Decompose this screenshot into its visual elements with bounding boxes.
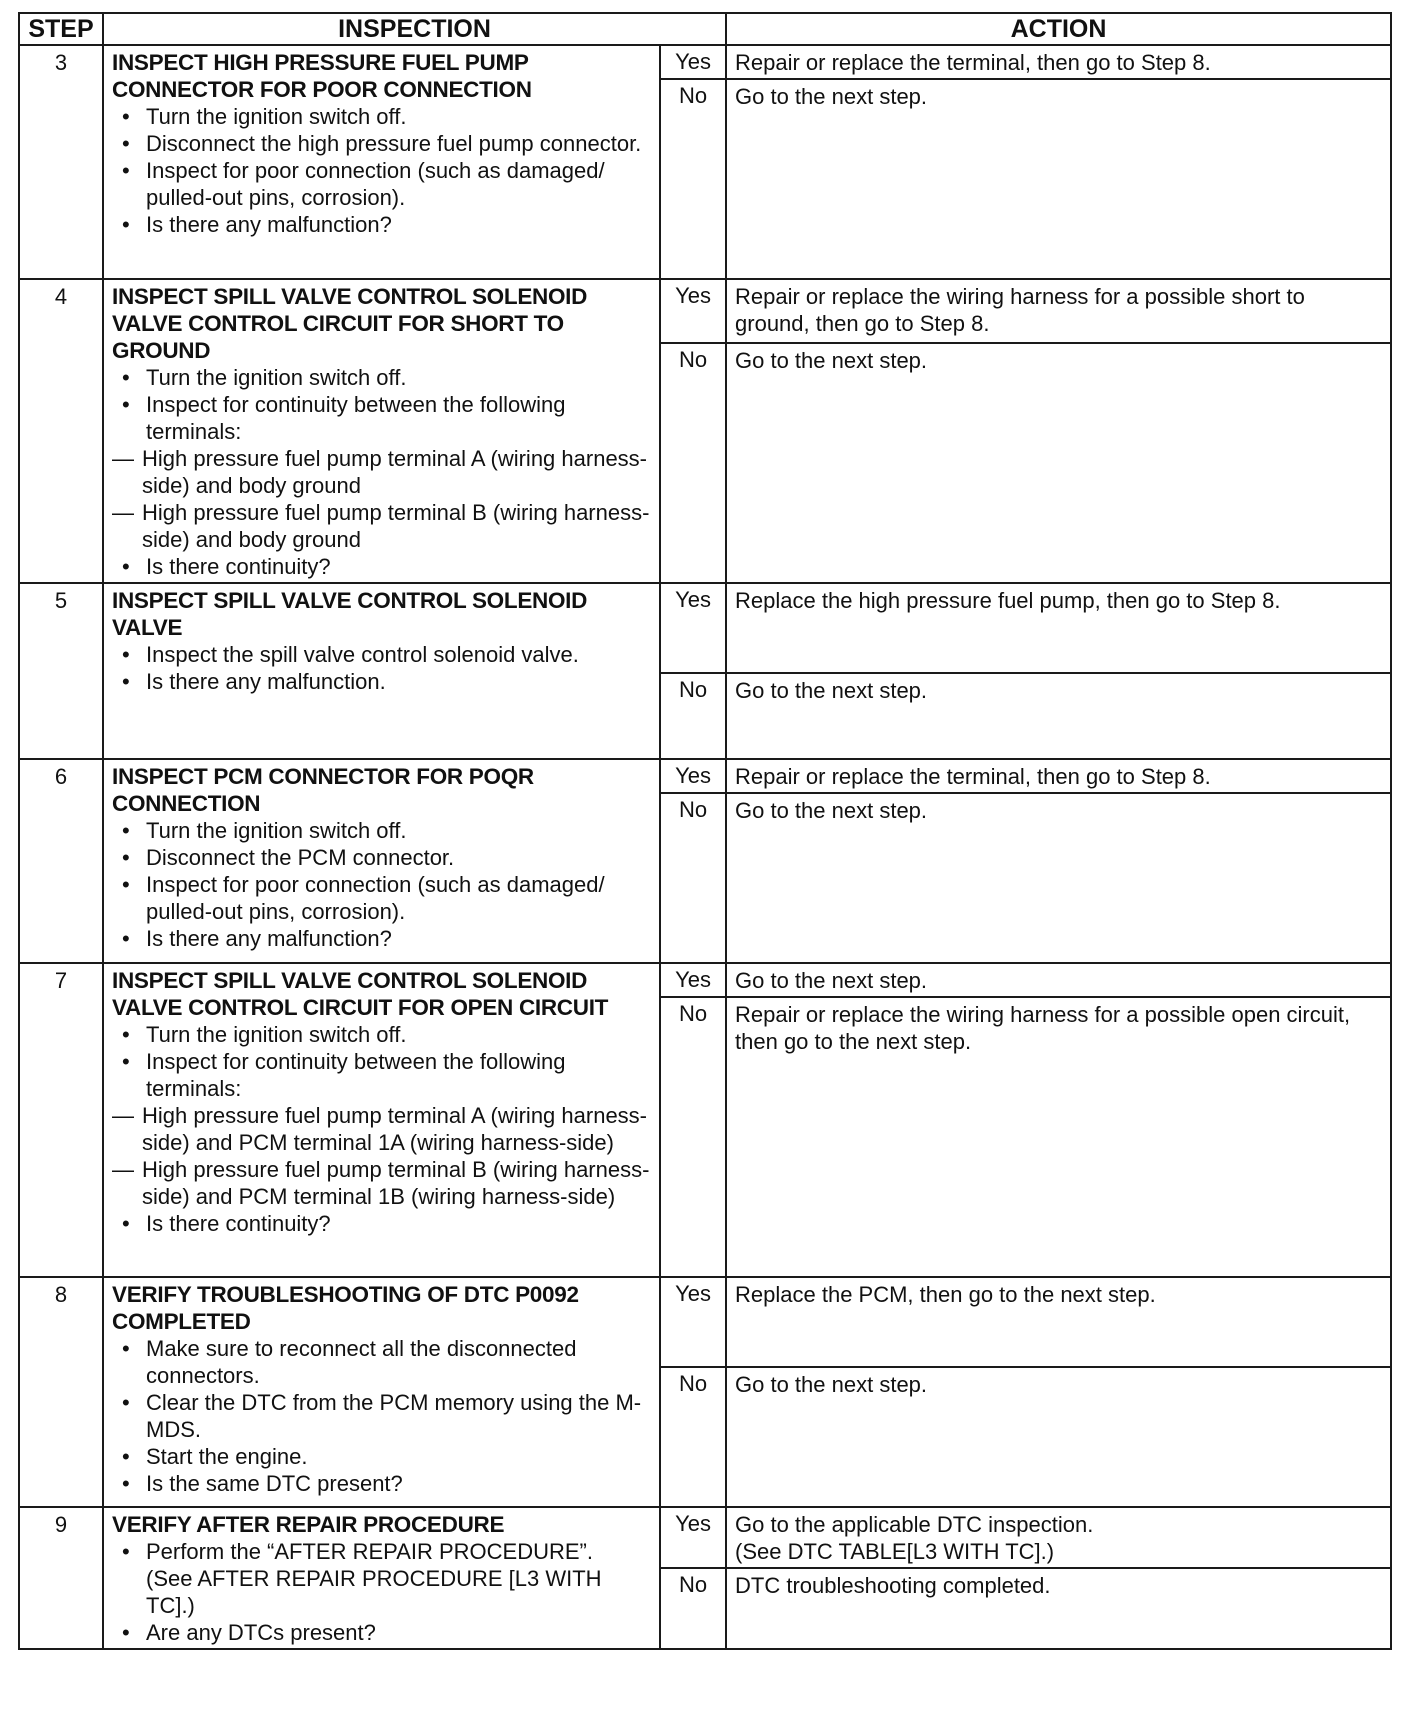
yes-label: Yes — [660, 1507, 726, 1568]
bullet-note: (See AFTER REPAIR PROCEDURE [L3 WITH TC].) — [146, 1566, 602, 1618]
bullet-list — [112, 364, 653, 580]
no-label: No — [660, 997, 726, 1277]
step-number: 9 — [19, 1507, 103, 1649]
step-heading: VERIFY TROUBLESHOOTING OF DTC P0092 COMPLETED — [112, 1282, 579, 1334]
yes-action: Replace the PCM, then go to the next step. — [726, 1277, 1391, 1367]
no-label: No — [660, 1568, 726, 1649]
step-9-inspection — [103, 1507, 660, 1649]
no-action: Go to the next step. — [726, 1367, 1391, 1507]
no-action: Go to the next step. — [726, 793, 1391, 963]
yes-label: Yes — [660, 963, 726, 997]
step-3-yes-row — [19, 45, 1391, 79]
bullet-item: • Turn the ignition switch off. — [112, 1021, 653, 1048]
dash-item: — High pressure fuel pump terminal B (wiring harness-side) and PCM terminal 1B (wiring harness-side) — [112, 1156, 653, 1210]
bullet-text: Inspect for continuity between the following terminals: — [146, 1049, 566, 1101]
no-label: No — [660, 1367, 726, 1507]
step-4-yes-row — [19, 279, 1391, 343]
step-8-yes-row — [19, 1277, 1391, 1367]
step-4-inspection — [103, 279, 660, 583]
header-row — [19, 13, 1391, 45]
bullet-item: • Inspect the spill valve control solenoid valve. — [112, 641, 653, 668]
bullet-item: • Turn the ignition switch off. — [112, 103, 653, 130]
bullet-item: • Disconnect the PCM connector. — [112, 844, 653, 871]
no-action: DTC troubleshooting completed. — [726, 1568, 1391, 1649]
bullet-item: • Turn the ignition switch off. — [112, 817, 653, 844]
bullet-list — [112, 641, 653, 695]
yes-label: Yes — [660, 279, 726, 343]
yes-action-text: Go to the applicable DTC inspection. — [735, 1512, 1094, 1537]
bullet-item: • Inspect for poor connection (such as damaged/ pulled-out pins, corrosion). — [112, 871, 653, 925]
step-7-inspection — [103, 963, 660, 1277]
no-label: No — [660, 793, 726, 963]
step-heading: INSPECT SPILL VALVE CONTROL SOLENOID VALVE CONTROL CIRCUIT FOR SHORT TO GROUND — [112, 284, 588, 363]
bullet-item: • Is there any malfunction. — [112, 668, 653, 695]
bullet-item — [112, 391, 653, 553]
yes-action: Repair or replace the wiring harness for a possible short to ground, then go to Step 8. — [726, 279, 1391, 343]
no-label: No — [660, 673, 726, 759]
dash-list — [112, 445, 653, 553]
step-5-yes-row — [19, 583, 1391, 673]
step-8-inspection — [103, 1277, 660, 1507]
step-heading: INSPECT PCM CONNECTOR FOR POQR CONNECTION — [112, 764, 534, 816]
no-label: No — [660, 79, 726, 279]
yes-action: Replace the high pressure fuel pump, then go to Step 8. — [726, 583, 1391, 673]
bullet-item: • Make sure to reconnect all the disconnected connectors. — [112, 1335, 653, 1389]
no-label: No — [660, 343, 726, 583]
step-column-header: STEP — [19, 13, 103, 45]
bullet-item: • Is the same DTC present? — [112, 1470, 653, 1497]
bullet-list — [112, 817, 653, 952]
no-action: Go to the next step. — [726, 343, 1391, 583]
bullet-item: • Is there continuity? — [112, 1210, 653, 1237]
bullet-item: • Start the engine. — [112, 1443, 653, 1470]
dash-item: — High pressure fuel pump terminal B (wiring harness-side) and body ground — [112, 499, 653, 553]
step-number: 4 — [19, 279, 103, 583]
no-action: Go to the next step. — [726, 79, 1391, 279]
dash-list — [112, 1102, 653, 1210]
bullet-list — [112, 1335, 653, 1497]
step-6-inspection — [103, 759, 660, 963]
bullet-item — [112, 1048, 653, 1210]
bullet-list — [112, 103, 653, 238]
step-5-inspection — [103, 583, 660, 759]
step-heading: INSPECT HIGH PRESSURE FUEL PUMP CONNECTOR FOR POOR CONNECTION — [112, 50, 532, 102]
step-7-yes-row — [19, 963, 1391, 997]
bullet-item — [112, 1538, 653, 1619]
bullet-item: • Is there continuity? — [112, 553, 653, 580]
yes-action — [726, 1507, 1391, 1568]
yes-action: Go to the next step. — [726, 963, 1391, 997]
bullet-item: • Is there any malfunction? — [112, 211, 653, 238]
step-heading: INSPECT SPILL VALVE CONTROL SOLENOID VALVE CONTROL CIRCUIT FOR OPEN CIRCUIT — [112, 968, 609, 1020]
troubleshooting-table — [18, 12, 1392, 1650]
step-6-yes-row — [19, 759, 1391, 793]
bullet-list — [112, 1021, 653, 1237]
bullet-item: • Is there any malfunction? — [112, 925, 653, 952]
step-number: 6 — [19, 759, 103, 963]
step-number: 8 — [19, 1277, 103, 1507]
step-heading: VERIFY AFTER REPAIR PROCEDURE — [112, 1512, 505, 1537]
step-number: 7 — [19, 963, 103, 1277]
no-action: Repair or replace the wiring harness for a possible open circuit, then go to the next step. — [726, 997, 1391, 1277]
dash-item: — High pressure fuel pump terminal A (wiring harness-side) and PCM terminal 1A (wiring harness-side) — [112, 1102, 653, 1156]
bullet-text: Inspect for continuity between the following terminals: — [146, 392, 566, 444]
yes-label: Yes — [660, 45, 726, 79]
bullet-item: • Are any DTCs present? — [112, 1619, 653, 1646]
yes-action-note: (See DTC TABLE[L3 WITH TC].) — [735, 1539, 1055, 1564]
bullet-item: • Inspect for poor connection (such as damaged/ pulled-out pins, corrosion). — [112, 157, 653, 211]
bullet-item: • Turn the ignition switch off. — [112, 364, 653, 391]
step-9-yes-row — [19, 1507, 1391, 1568]
yes-action: Repair or replace the terminal, then go to Step 8. — [726, 45, 1391, 79]
step-number: 3 — [19, 45, 103, 279]
bullet-list — [112, 1538, 653, 1646]
troubleshooting-sheet — [18, 12, 1390, 1650]
dash-item: — High pressure fuel pump terminal A (wiring harness-side) and body ground — [112, 445, 653, 499]
no-action: Go to the next step. — [726, 673, 1391, 759]
yes-action: Repair or replace the terminal, then go to Step 8. — [726, 759, 1391, 793]
bullet-item: • Disconnect the high pressure fuel pump connector. — [112, 130, 653, 157]
step-heading: INSPECT SPILL VALVE CONTROL SOLENOID VALVE — [112, 588, 588, 640]
bullet-item: • Clear the DTC from the PCM memory using the M-MDS. — [112, 1389, 653, 1443]
inspection-column-header: INSPECTION — [103, 13, 726, 45]
step-3-inspection — [103, 45, 660, 279]
bullet-text: Perform the “AFTER REPAIR PROCEDURE”. — [146, 1539, 593, 1564]
step-number: 5 — [19, 583, 103, 759]
yes-label: Yes — [660, 1277, 726, 1367]
yes-label: Yes — [660, 583, 726, 673]
yes-label: Yes — [660, 759, 726, 793]
action-column-header: ACTION — [726, 13, 1391, 45]
